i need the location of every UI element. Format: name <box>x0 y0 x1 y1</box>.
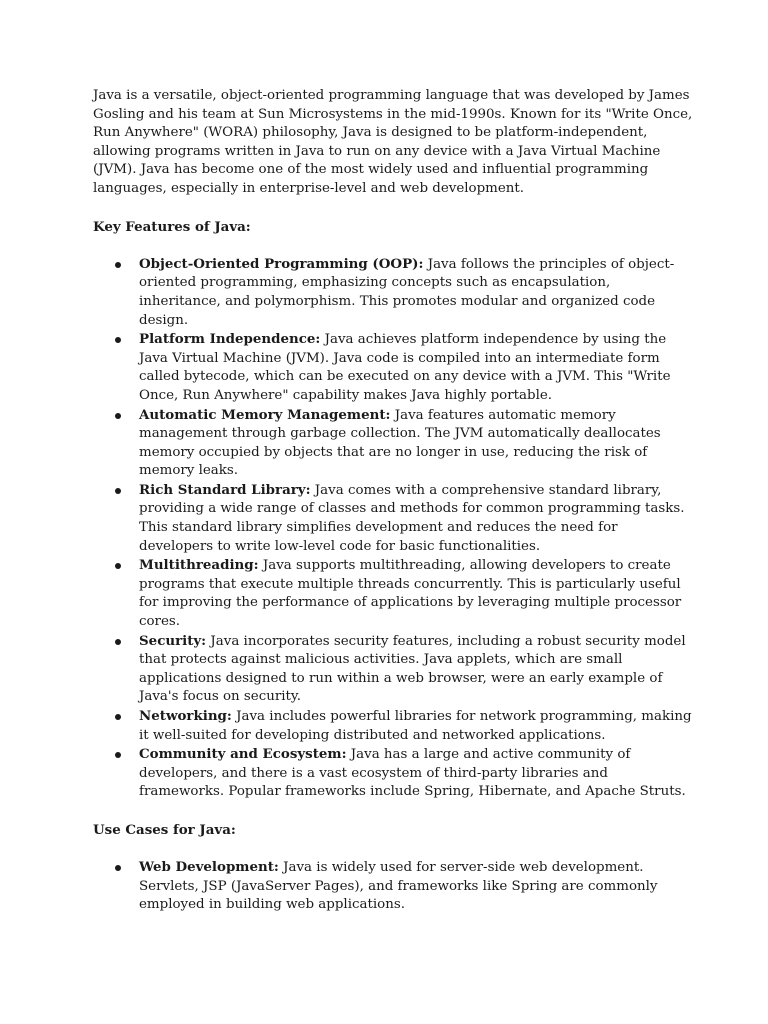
use-case-term: Web Development: <box>139 859 279 876</box>
feature-item-community <box>93 745 693 802</box>
use-cases-heading: Use Cases for Java: <box>93 821 236 838</box>
bullet-icon <box>115 488 121 494</box>
feature-text: Java comes with a comprehensive standard library, providing a wide range of classes and methods for common programming tasks. This standard library simplifies development and reduces the need for developers to write low-level code for basic functionalities. <box>139 482 685 554</box>
feature-term: Multithreading: <box>139 557 259 574</box>
feature-item-platform-independence <box>93 330 693 405</box>
bullet-icon <box>115 639 121 645</box>
bullet-icon <box>115 262 121 268</box>
key-features-heading: Key Features of Java: <box>93 218 251 235</box>
feature-text: Java features automatic memory management through garbage collection. The JVM automatically deallocates memory occupied by objects that are no longer in use, reducing the risk of memory leaks. <box>139 407 661 479</box>
feature-item-security <box>93 632 693 707</box>
feature-text: Java supports multithreading, allowing developers to create programs that execute multiple threads concurrently. This is particularly useful for improving the performance of applications by leveraging multiple processor cores. <box>139 558 682 630</box>
document-page <box>93 87 693 915</box>
feature-term: Rich Standard Library: <box>139 481 311 498</box>
intro-paragraph: Java is a versatile, object-oriented programming language that was developed by James Gosling and his team at Sun Microsystems in the mid-1990s. Known for its "Write Once, Run Anywhere" (WORA) philosophy, Java is designed to be platform-independent, allowing programs written in Java to run on any device with a Java Virtual Machine (JVM). Java has become one of the most widely used and influential programming languages, especially in enterprise-level and web development. <box>93 88 693 196</box>
bullet-icon <box>115 337 121 343</box>
feature-item-networking <box>93 707 693 745</box>
feature-text: Java has a large and active community of developers, and there is a vast ecosystem of third-party libraries and frameworks. Popular frameworks include Spring, Hibernate, and Apache Struts. <box>139 747 686 800</box>
feature-term: Object-Oriented Programming (OOP): <box>139 255 424 272</box>
feature-text: Java follows the principles of object-oriented programming, emphasizing concepts such as encapsulation, inheritance, and polymorphism. This promotes modular and organized code design. <box>139 256 675 328</box>
feature-text: Java includes powerful libraries for network programming, making it well-suited for developing distributed and networked applications. <box>139 709 692 743</box>
feature-item-oop <box>93 255 693 330</box>
bullet-icon <box>115 563 121 569</box>
feature-term: Platform Independence: <box>139 331 321 348</box>
use-cases-list <box>93 858 693 915</box>
feature-term: Automatic Memory Management: <box>139 406 391 423</box>
feature-term: Networking: <box>139 708 232 724</box>
bullet-icon <box>115 752 121 758</box>
feature-item-standard-library <box>93 481 693 556</box>
bullet-icon <box>115 413 121 419</box>
key-features-list <box>93 255 693 802</box>
bullet-icon <box>115 714 121 720</box>
feature-term: Security: <box>139 632 207 649</box>
feature-text: Java incorporates security features, including a robust security model that protects against malicious activities. Java applets, which are small applications designed to run within a web browser, were an early example of Java's focus on security. <box>139 633 686 705</box>
feature-term: Community and Ecosystem: <box>139 746 347 763</box>
feature-text: Java achieves platform independence by using the Java Virtual Machine (JVM). Java code is compiled into an intermediate form called bytecode, which can be executed on any device with a JVM. This "Write Once, Run Anywhere" capability makes Java highly portable. <box>139 332 671 403</box>
feature-item-memory-management <box>93 406 693 481</box>
use-case-item-web-development <box>93 858 693 915</box>
feature-item-multithreading <box>93 556 693 631</box>
bullet-icon <box>115 865 121 871</box>
use-case-text: Java is widely used for server-side web development. Servlets, JSP (JavaServer Pages), and frameworks like Spring are commonly employed in building web applications. <box>139 860 658 913</box>
